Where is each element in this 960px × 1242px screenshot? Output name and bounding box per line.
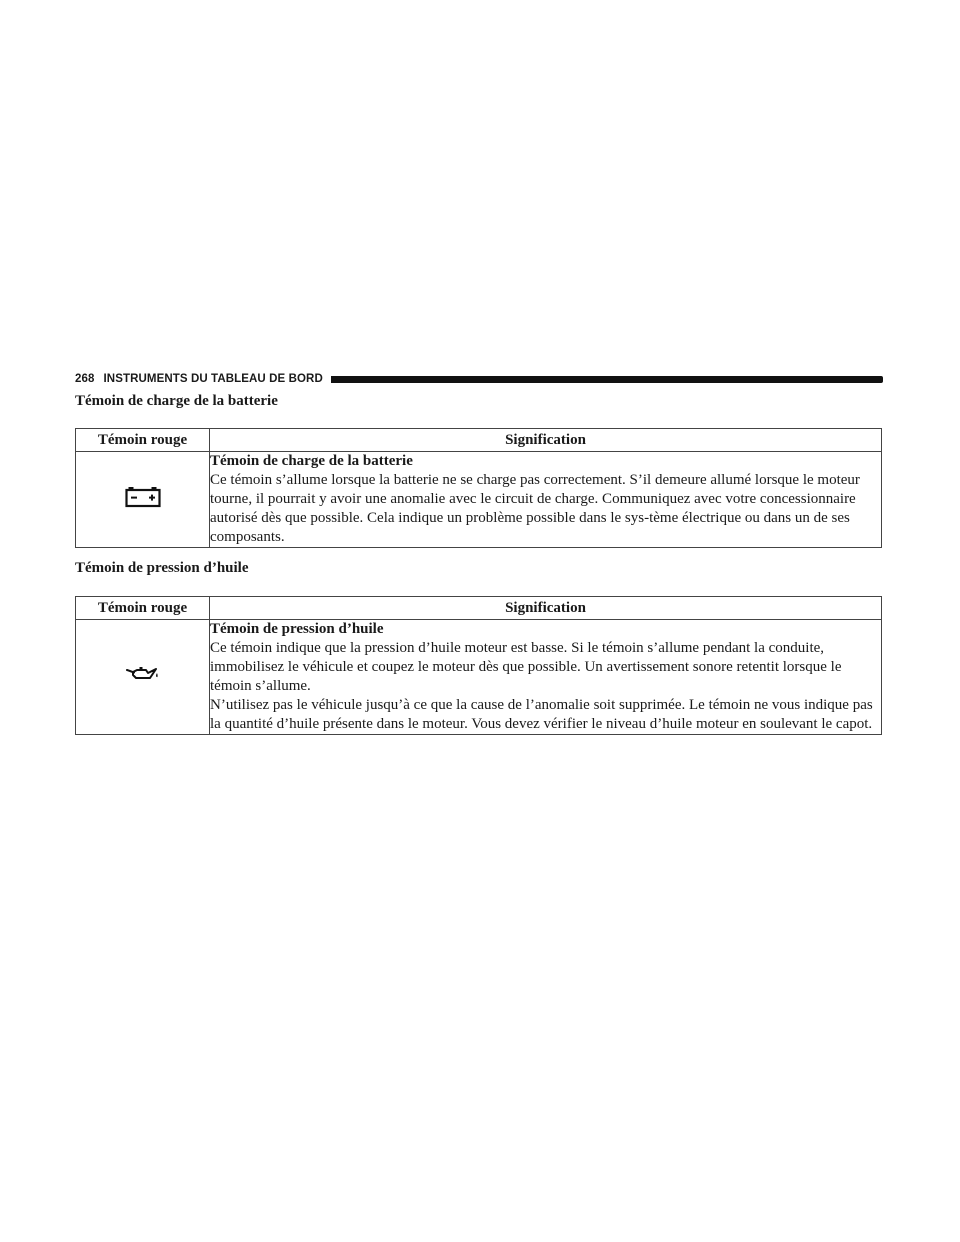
table-row (76, 620, 882, 735)
col-meaning-header: Signification (210, 429, 882, 452)
col-indicator-header: Témoin rouge (76, 597, 210, 620)
entry-text: Ce témoin s’allume lorsque la batterie ne se charge pas correctement. S’il demeure allumé lorsque le moteur tourne, il pourrait y avoir une anomalie avec le circuit de charge. Communiquez avec votre concessionnaire autorisé dès que possible. Cela indique un problème possible dans le sys-tème électrique ou dans un de ses composants. (210, 472, 860, 545)
page-header (75, 371, 883, 387)
col-meaning-header: Signification (210, 597, 882, 620)
col-indicator-header: Témoin rouge (76, 429, 210, 452)
indicator-cell (76, 452, 210, 548)
table-header-row (76, 597, 882, 620)
meaning-cell (210, 452, 882, 548)
entry-text: Ce témoin indique que la pression d’huile moteur est basse. Si le témoin s’allume pendant la conduite, immobilisez le véhicule et coupez le moteur dès que possible. Un avertissement sonore retentit lorsque le témoin s’allume. (210, 640, 842, 694)
oil-pressure-table (75, 596, 882, 735)
section-title: INSTRUMENTS DU TABLEAU DE BORD (103, 373, 323, 385)
heading-battery: Témoin de charge de la batterie (75, 393, 278, 409)
meaning-cell (210, 620, 882, 735)
page-number: 268 (75, 373, 95, 385)
indicator-cell (76, 620, 210, 735)
heading-oil-pressure: Témoin de pression d’huile (75, 560, 249, 576)
battery-table (75, 428, 882, 548)
oil-can-icon (125, 665, 161, 683)
header-rule (331, 376, 883, 383)
entry-title: Témoin de charge de la batterie (210, 453, 413, 469)
table-header-row (76, 429, 882, 452)
battery-icon (125, 486, 161, 508)
entry-title: Témoin de pression d’huile (210, 621, 384, 637)
entry-text-2: N’utilisez pas le véhicule jusqu’à ce que la cause de l’anomalie soit supprimée. Le témoin ne vous indique pas la quantité d’huile présente dans le moteur. Vous devez vérifier le niveau d’huile moteur en soulevant le capot. (210, 697, 873, 732)
table-row (76, 452, 882, 548)
